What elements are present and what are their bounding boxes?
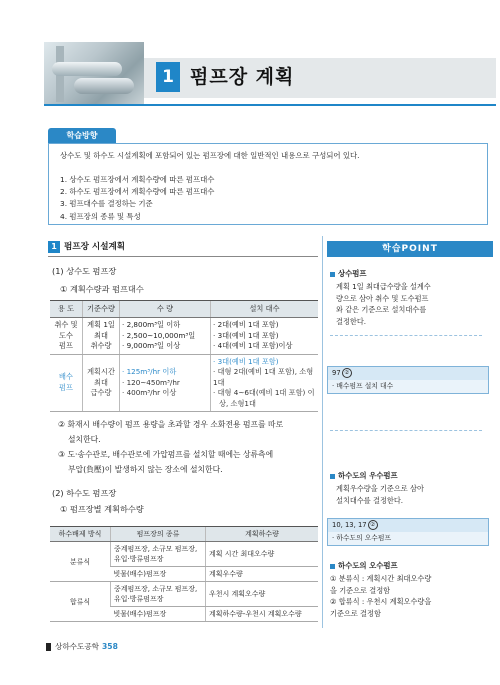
table-cell: 중계펌프장, 소규모 펌프장, 유입·방류펌프장: [111, 542, 206, 567]
table-cell: · 3대(예비 1대 포함) · 대형 2대(예비 1대 포함), 소형 1대 · 대형 4~6대(예비 1대 포함) 이 상, 소형1대: [211, 354, 319, 412]
sidebar-block-text: ① 분류식 : 계획시간 최대오수량 을 기준으로 결정함 ② 합류식 : 우천시 계획오수량을 기준으로 결정함: [330, 574, 432, 618]
page-footer: [46, 642, 118, 652]
table-cell: 계획하수량-우천시 계획오수량: [206, 607, 319, 622]
footer-marker-icon: [46, 643, 51, 651]
water-note: ③ 도·송수관로, 배수관로에 가압펌프를 설치할 때에는 상류측에: [58, 450, 274, 459]
water-pump-table: [50, 300, 318, 412]
exam-ref-label: · 배수펌프 설치 대수: [332, 382, 394, 390]
sidebar-block-text: 계획 1일 최대급수량을 설계수 량으로 삼아 취수 및 도수펌프 와 같은 기준으로 설치대수를 결정한다.: [336, 282, 431, 326]
table-header: 펌프장의 종류: [111, 527, 206, 542]
exam-ref-label: · 하수도의 오수펌프: [332, 534, 392, 542]
study-direction-tab: 학습방향: [48, 128, 116, 143]
sewer-pump-table: [50, 526, 318, 622]
water-note: ② 화재시 배수량이 펌프 용량을 초과할 경우 소화전용 펌프를 따로: [58, 420, 284, 429]
sidebar-block-text: 계획우수량을 기준으로 삼아 설치대수를 결정한다.: [336, 484, 424, 505]
page-number: 358: [102, 642, 118, 651]
table-header: 설치 대수: [211, 301, 319, 318]
table-cell: · 2대(예비 1대 포함) · 3대(예비 1대 포함) · 4대(예비 1대 포함)이상: [211, 318, 319, 355]
study-item: 2. 하수도 펌프장에서 계획수량에 따른 펌프대수: [60, 187, 215, 197]
sidebar-block-title: 하수도의 우수펌프: [330, 470, 398, 481]
table-header: 하수배제 방식: [50, 527, 111, 542]
table-cell: · 125m³/hr 이하 · 120~450m³/hr · 400m³/hr 이상: [120, 354, 211, 412]
chapter-title: 펌프장 계획: [190, 66, 295, 88]
water-note: 부압(負壓)이 발생하지 않는 장소에 설치한다.: [68, 465, 223, 474]
sidebar-block-title: 하수도의 오수펌프: [330, 560, 398, 571]
water-note: 설치한다.: [68, 435, 101, 444]
section-heading: [48, 240, 125, 254]
bullet-square-icon: [330, 564, 335, 569]
table-cell: 빗물(배수)펌프장: [111, 607, 206, 622]
table-cell: 계획 시간 최대오수량: [206, 542, 319, 567]
exam-ref-box: [327, 518, 489, 546]
study-list: [60, 174, 214, 223]
table-header: 계획하수량: [206, 527, 319, 542]
table-cell: 계획우수량: [206, 567, 319, 582]
bullet-square-icon: [330, 474, 335, 479]
study-intro: 상수도 및 하수도 시설계획에 포함되어 있는 펌프장에 대한 일반적인 내용으로 구성되어 있다.: [60, 151, 360, 160]
section-title: 펌프장 시설계획: [64, 242, 126, 252]
study-item: 1. 상수도 펌프장에서 계획수량에 따른 펌프대수: [60, 175, 215, 184]
table-cell: 배수 펌프: [50, 354, 83, 412]
section-divider: [48, 256, 318, 257]
header-divider: [44, 104, 496, 106]
table-cell: 중계펌프장, 소규모 펌프장, 유입·방류펌프장: [111, 582, 206, 607]
table-header: 기준수량: [83, 301, 120, 318]
table-cell: 계획시간 최대 급수량: [83, 354, 120, 412]
table-cell: 분류식: [50, 542, 111, 582]
bullet-square-icon: [330, 272, 335, 277]
table-row: [50, 582, 318, 607]
sidebar-header: 학습POINT: [327, 241, 493, 257]
chapter-number: 1: [156, 62, 180, 92]
table-row: [50, 318, 318, 355]
sewer-heading: (2) 하수도 펌프장: [52, 488, 117, 498]
study-item: 3. 펌프대수를 결정하는 기준: [60, 199, 153, 209]
exam-ref-year: 97 ②: [328, 367, 488, 380]
sewer-subheading: ① 펌프장별 계획하수량: [60, 504, 144, 514]
table-row: [50, 542, 318, 567]
table-cell: 계획 1일 최대 취수량: [83, 318, 120, 355]
table-cell: 합류식: [50, 582, 111, 622]
table-cell: 빗물(배수)펌프장: [111, 567, 206, 582]
exam-ref-year: 10, 13, 17 ②: [328, 519, 488, 532]
section-number: 1: [48, 241, 60, 253]
sidebar-block-title: 상수펌프: [330, 268, 367, 279]
table-cell: · 2,800m³일 이하 · 2,500~10,000m³일 · 9,000m³일 이상: [120, 318, 211, 355]
study-item: 4. 펌프장의 종류 및 특성: [60, 211, 141, 221]
table-header: 용 도: [50, 301, 83, 318]
sidebar-divider: [330, 430, 482, 431]
water-heading: (1) 상수도 펌프장: [52, 266, 117, 276]
sidebar-divider: [330, 335, 482, 336]
table-header: 수 량: [120, 301, 211, 318]
footer-book-title: 상하수도공학: [55, 642, 100, 651]
chapter-header-photo: [44, 42, 144, 104]
table-cell: 우천시 계획오수량: [206, 582, 319, 607]
exam-ref-box: [327, 366, 489, 394]
table-cell: 취수 및 도수 펌프: [50, 318, 83, 355]
water-subheading: ① 계획수량과 펌프대수: [60, 284, 144, 294]
table-row: [50, 354, 318, 412]
